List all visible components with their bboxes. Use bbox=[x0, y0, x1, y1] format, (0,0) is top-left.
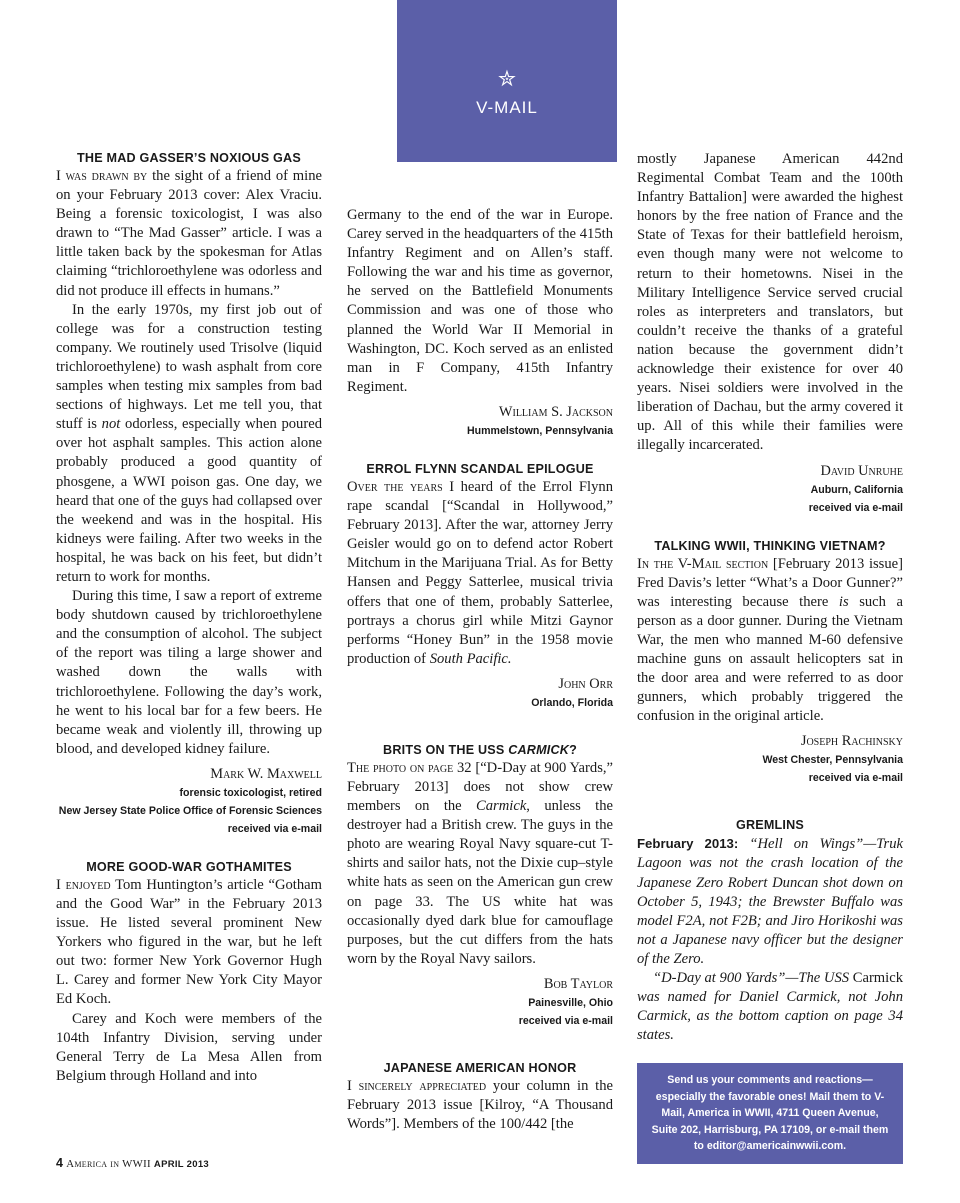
emphasis: “Hell on Wings”—Truk Lagoon was not the crash location of the Japanese Zero Robert Duncan shot down on October 5, 1943; the Brewster Buffalo was model F2A, not F2B; and Jiro Horikoshi was not a Japanese navy officer but the designer of the Zero. bbox=[637, 836, 903, 967]
signature bbox=[637, 732, 903, 787]
author-source: received via e-mail bbox=[808, 501, 903, 514]
column-2 bbox=[347, 206, 613, 1134]
paragraph-text: your column in the February 2013 issue [Kilroy, “A Thousand Words”]. Members of the 100/442 [the bbox=[347, 1077, 613, 1133]
heading-text: ? bbox=[569, 742, 577, 757]
emphasis: “D-Day at 900 Yards”—The USS bbox=[653, 970, 853, 986]
emphasis: Carmick bbox=[476, 798, 527, 815]
heading-text: BRITS ON THE USS bbox=[383, 742, 509, 757]
author-name: Mark W. Maxwell bbox=[210, 765, 322, 782]
letter-body bbox=[56, 167, 322, 301]
issue-date: APRIL 2013 bbox=[153, 1159, 210, 1170]
letter-heading-carmick bbox=[347, 742, 613, 759]
vmail-banner bbox=[397, 0, 617, 162]
letter-heading-mad-gasser: THE MAD GASSER’S NOXIOUS GAS bbox=[77, 151, 301, 165]
paragraph-text: odorless, especially when poured over hot asphalt samples. This action alone probably produced a good quantity of phosgene, a WWI poison gas. One day, we heard that one of the guys had collapsed over the weekend and was in the hospital. His kidneys were failing. After two weeks in the hospital, he was back on his feet, but didn’t return to work for months. bbox=[56, 416, 322, 585]
author-name: William S. Jackson bbox=[498, 403, 613, 420]
paragraph-text: , unless the destroyer had a British crew. The guys in the photo are wearing Royal Navy square-cut T-shirts and sailor hats, not the Dixie cup–style white hats as seen on the American gun crew on page 33. The US white hat was occasionally dyed dark blue for camouflage purposes, but the cut differs from the hats worn by the Royal Navy sailors. bbox=[347, 798, 613, 967]
letter-heading-japanese-american: JAPANESE AMERICAN HONOR bbox=[383, 1060, 577, 1075]
author-location: Orlando, Florida bbox=[531, 696, 613, 709]
signature bbox=[347, 675, 613, 712]
letter-body bbox=[347, 478, 613, 669]
signature bbox=[637, 462, 903, 517]
author-location: Hummelstown, Pennsylvania bbox=[466, 424, 613, 437]
letter-heading-gremlins: GREMLINS bbox=[735, 818, 805, 833]
lead-in: I sincerely appreciated bbox=[347, 1077, 487, 1094]
section-title: V-MAIL bbox=[476, 98, 538, 117]
corrections-body bbox=[637, 969, 903, 1045]
letter-body: mostly Japanese American 442nd Regimental Combat Team and the 100th Infantry Battalion] were awarded the highest honors by the free nation of France and the State of Texas for their battlefield heroism, even though many were not welcome to return to their hometowns. Nisei in the Military Intelligence Service served crucial roles as interpreters and translators, but couldn’t receive the thanks of a grateful nation because the government didn’t acknowledge their existence for over 40 years. Nisei soldiers were involved in the liberation of Dachau, but the army covered it up. All of this while their families were illegally incarcerated. bbox=[637, 151, 903, 454]
magazine-name: America in WWII bbox=[66, 1158, 151, 1170]
letter-body bbox=[56, 876, 322, 1010]
emphasis: CARMICK bbox=[508, 742, 570, 757]
paragraph-text: [February 2013 issue] Fred Davis’s letter “What’s a Door Gunner?” was interesting because there bbox=[637, 555, 903, 610]
author-title: forensic toxicologist, retired bbox=[179, 786, 322, 799]
lead-in: In the V-Mail section bbox=[637, 555, 769, 572]
author-source: received via e-mail bbox=[227, 822, 322, 835]
submission-info-box: Send us your comments and reactions—especially the favorable ones! Mail them to V-Mail, America in WWII, 4711 Queen Avenue, Suite 202, Harrisburg, PA 17109, or e-mail them to editor@americainwwii.com. bbox=[637, 1063, 903, 1164]
author-location: Auburn, California bbox=[810, 483, 903, 496]
author-name: Joseph Rachinsky bbox=[800, 733, 903, 750]
paragraph-text: such a person as a door gunner. During the Vietnam War, the men who manned M-60 defensive machine guns on assault helicopters sat in the door area and were referred to as door gunners, which probably triggered the confusion in the original article. bbox=[637, 593, 903, 725]
lead-in: Over the years bbox=[347, 478, 443, 495]
page-footer bbox=[56, 1156, 209, 1170]
paragraph-text: I heard of the Errol Flynn rape scandal [“Scandal in Hollywood,” February 2013]. After the war, attorney Jerry Geisler would go on to defend actor Robert Mitchum in the Marijuana Trial. As for Betty Hansen and Peggy Satterlee, musical trivia offers that one of them, probably Satterlee, portrays a chorus girl while Mitzi Gaynor performs “Honey Bun” in the 1958 movie production of bbox=[347, 478, 613, 667]
letter-body bbox=[56, 301, 322, 587]
author-name: David Unruhe bbox=[820, 462, 903, 479]
emphasis: South Pacific. bbox=[429, 650, 512, 667]
paragraph-text: 32 [“D-Day at 900 Yards,” February 2013] does not show crew members on the bbox=[347, 759, 613, 815]
lead-in: I was drawn by bbox=[56, 168, 148, 184]
letter-heading-vietnam: TALKING WWII, THINKING VIETNAM? bbox=[654, 538, 886, 553]
letter-heading-gothamites: MORE GOOD-WAR GOTHAMITES bbox=[86, 859, 292, 874]
emphasis: was named for Daniel Carmick, not John Carmick, as the bottom caption on page 34 states. bbox=[637, 989, 903, 1044]
author-source: received via e-mail bbox=[518, 1014, 613, 1027]
author-location: West Chester, Pennsylvania bbox=[762, 754, 903, 767]
signature bbox=[347, 403, 613, 440]
column-3 bbox=[637, 150, 903, 1164]
signature bbox=[347, 975, 613, 1030]
corrections-body bbox=[637, 834, 903, 969]
letter-body: Germany to the end of the war in Europe. Carey served in the headquarters of the 415th Infantry Regiment and on Allen’s staff. Following the war and his time as governor, he served on the Battlefield Monuments Commission and was one of those who planned the World War II Memorial in Washington, DC. Koch served as an enlisted man in F Company, 415th Infantry Regiment. bbox=[347, 207, 613, 395]
letter-body bbox=[347, 1077, 613, 1134]
emphasis: not bbox=[101, 416, 121, 433]
letter-heading-errol-flynn: ERROL FLYNN SCANDAL EPILOGUE bbox=[366, 461, 594, 476]
page-number: 4 bbox=[56, 1156, 64, 1170]
column-1 bbox=[56, 150, 322, 1086]
signature bbox=[56, 765, 322, 838]
lead-in: The photo on page bbox=[347, 759, 454, 776]
lead-in: I enjoyed bbox=[56, 876, 111, 893]
letter-body bbox=[347, 759, 613, 969]
star-icon: ✮ bbox=[497, 66, 517, 91]
emphasis: is bbox=[838, 593, 849, 610]
ship-name: Carmick bbox=[852, 970, 903, 986]
paragraph-text: Tom Huntington’s article “Gotham and the Good War” in the February 2013 issue. He listed several prominent New Yorkers who figured in the war, but he left out two: former New York Governor Hugh L. Carey and former New York City Mayor Ed Koch. bbox=[56, 876, 322, 1008]
paragraph-text: the sight of a friend of mine on your February 2013 cover: Alex Vraciu. Being a forensic toxicologist, I was also drawn to “The Mad Gasser” article. I was a little taken back by the spokesman for Atlas claiming “trichloroethylene was odorless and did not produce ill effects in humans.” bbox=[56, 168, 322, 299]
letter-body: Carey and Koch were members of the 104th Infantry Division, serving under General Terry de La Mesa Allen from Belgium through Holland and into bbox=[56, 1010, 322, 1084]
letter-body bbox=[637, 555, 903, 727]
corrections-label: February 2013: bbox=[637, 836, 739, 852]
author-source: received via e-mail bbox=[808, 772, 903, 785]
author-affiliation: New Jersey State Police Office of Forensic Sciences bbox=[58, 804, 322, 817]
letter-body: During this time, I saw a report of extreme body shutdown caused by trichloroethylene and the consumption of alcohol. The subject of the report was tiling a large shower and washed down the walls with trichloroethylene. Following the day’s work, he went to his local bar for a few beers. He became weak and violently ill, throwing up blood, and developed kidney failure. bbox=[56, 588, 322, 757]
author-location: Painesville, Ohio bbox=[528, 996, 613, 1009]
author-name: John Orr bbox=[558, 675, 613, 692]
paragraph-text: In the early 1970s, my first job out of college was for a construction testing company. We routinely used Trisolve (liquid trichloroethylene) to wash asphalt from core samples when testing mix samples from bad sections of highways. Let me tell you, that stuff is bbox=[56, 301, 322, 433]
author-name: Bob Taylor bbox=[543, 975, 613, 992]
